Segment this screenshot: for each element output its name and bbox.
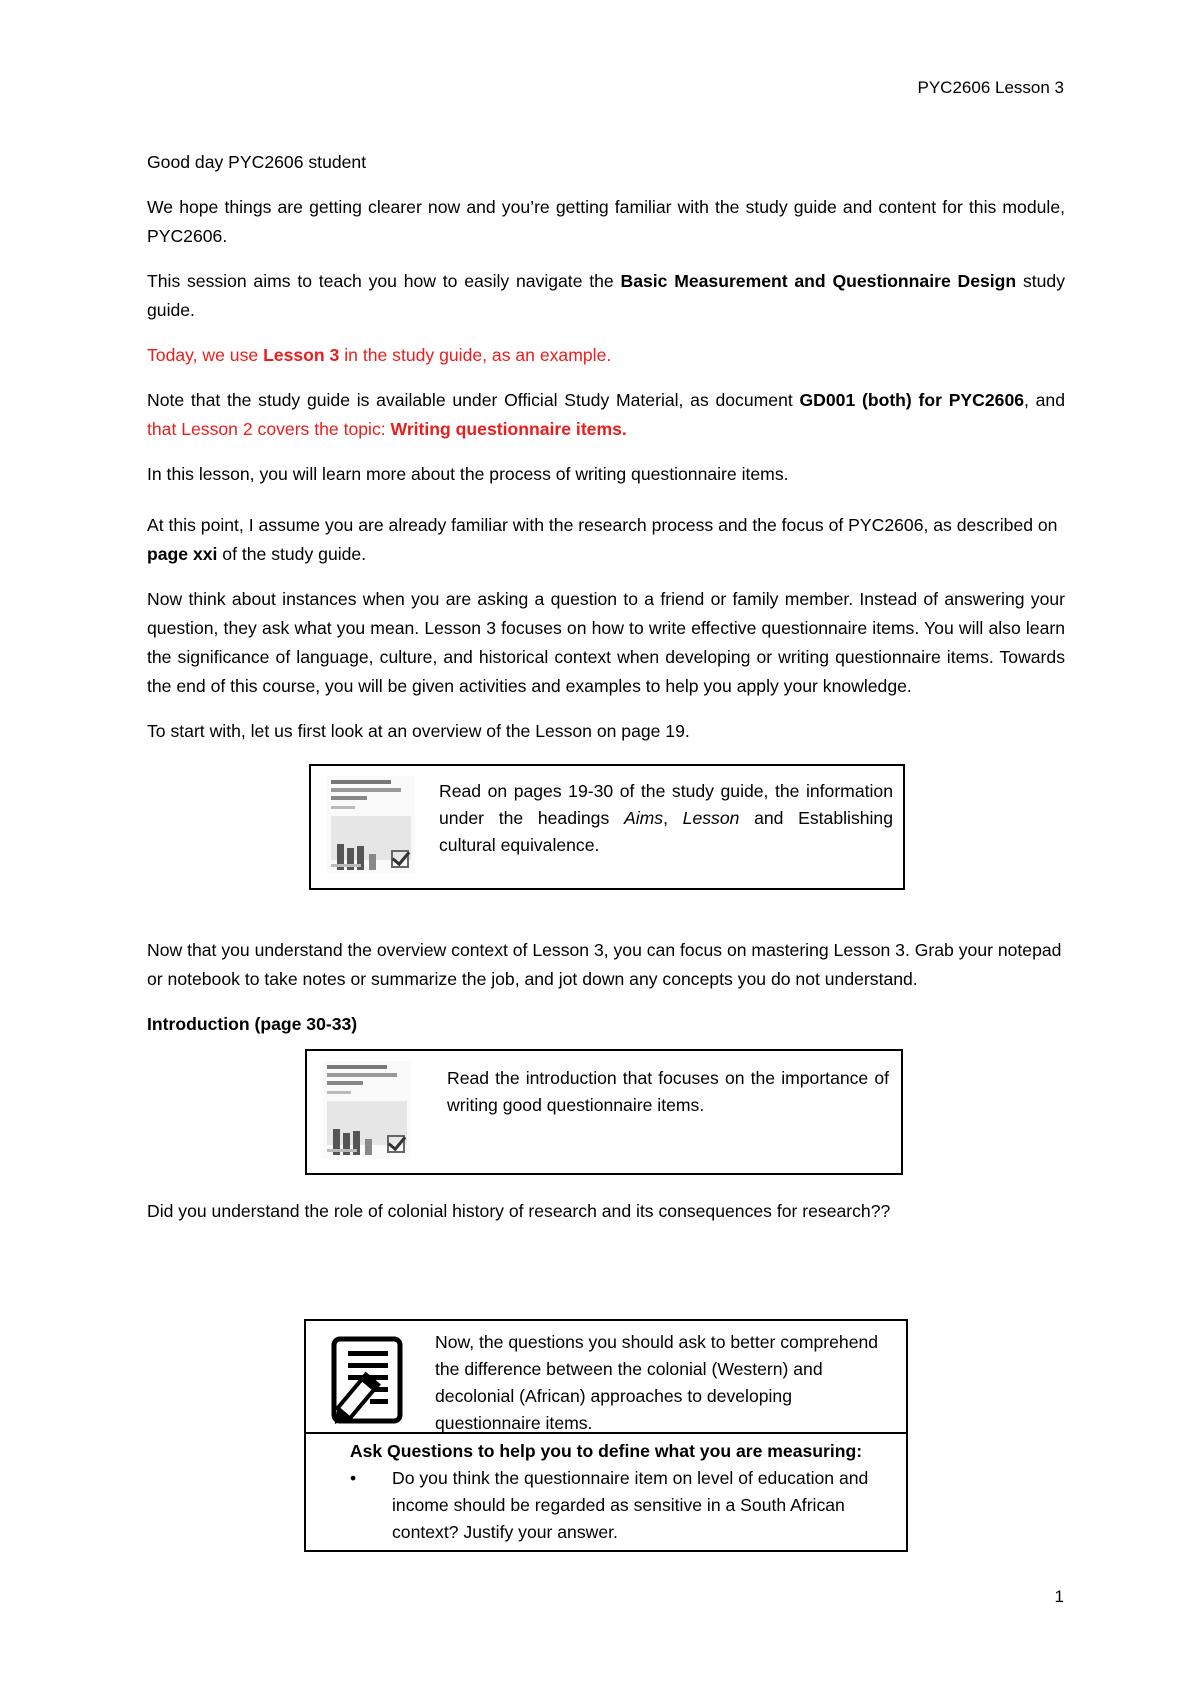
greeting: Good day PYC2606 student xyxy=(147,152,367,172)
section-heading-introduction: Introduction (page 30-33) xyxy=(147,1014,358,1034)
question-text: Do you think the questionnaire item on level of education and income should be regarded as sensitive in a South African context? Justify your answer. xyxy=(392,1468,869,1542)
reading-instruction-text: Read on pages 19-30 of the study guide, the information under the headings Aims, Lesson and Establishing cultural equivalence. xyxy=(439,781,893,855)
study-guide-cover-thumbnail xyxy=(327,776,415,874)
study-guide-cover-thumbnail xyxy=(323,1061,411,1159)
questions-heading: Ask Questions to help you to define what you are measuring: xyxy=(349,1441,863,1461)
paragraph-intro: We hope things are getting clearer now and you’re getting familiar with the study guide and content for this module, PYC2606. xyxy=(147,197,1065,246)
document-body xyxy=(147,148,1065,1242)
paragraph-lesson-focus: Now think about instances when you are asking a question to a friend or family member. Instead of answering your question, they ask what you mean. Lesson 3 focuses on how to write effective questionnaire items. You will also learn the significance of language, culture, and historical context when developing or writing questionnaire items. Towards the end of this course, you will be given activities and examples to help you apply your knowledge. xyxy=(147,589,1065,696)
questions-table-question-row xyxy=(306,1434,906,1550)
study-guide-title: Basic Measurement and Questionnaire Design xyxy=(620,271,1017,291)
question-bullet-item xyxy=(316,1465,896,1546)
paragraph-colonial-question: Did you understand the role of colonial history of research and its consequences for research?? xyxy=(147,1201,891,1221)
page-header: PYC2606 Lesson 3 xyxy=(917,78,1064,97)
introduction-reading-box xyxy=(305,1049,903,1175)
introduction-reading-text: Read the introduction that focuses on the importance of writing good questionnaire items. xyxy=(447,1068,889,1115)
paragraph-session-aim: This session aims to teach you how to easily navigate the Basic Measurement and Questionnaire Design study guide. xyxy=(147,271,1065,320)
questions-table-intro-row xyxy=(306,1321,906,1434)
questions-table-intro-text: Now, the questions you should ask to better comprehend the difference between the colonial (Western) and decolonial (African) approaches to developing questionnaire items. xyxy=(435,1332,879,1433)
reading-instruction-box xyxy=(309,764,905,890)
paragraph-mastering: Now that you understand the overview context of Lesson 3, you can focus on mastering Lesson 3. Grab your notepad or notebook to take notes or summarize the job, and jot down any concepts you do not understand. xyxy=(147,940,1062,989)
notepad-pencil-icon xyxy=(324,1335,410,1429)
paragraph-lesson-summary: In this lesson, you will learn more about the process of writing questionnaire items. xyxy=(147,464,789,484)
paragraph-study-material: Note that the study guide is available under Official Study Material, as document GD001 (both) for PYC2606, and that Lesson 2 covers the topic: Writing questionnaire items. xyxy=(147,390,1065,439)
lesson-topic: Writing questionnaire items. xyxy=(390,419,627,439)
paragraph-overview: To start with, let us first look at an overview of the Lesson on page 19. xyxy=(147,721,690,741)
page-number: 1 xyxy=(1054,1587,1064,1606)
paragraph-assumption: At this point, I assume you are already familiar with the research process and the focus of PYC2606, as described on page xxi of the study guide. xyxy=(147,515,1058,564)
questions-table xyxy=(304,1319,908,1552)
bullet-icon: • xyxy=(350,1468,357,1488)
paragraph-example-note: Today, we use Lesson 3 in the study guide, as an example. xyxy=(147,345,612,365)
document-code: GD001 (both) for PYC2606 xyxy=(799,390,1025,410)
